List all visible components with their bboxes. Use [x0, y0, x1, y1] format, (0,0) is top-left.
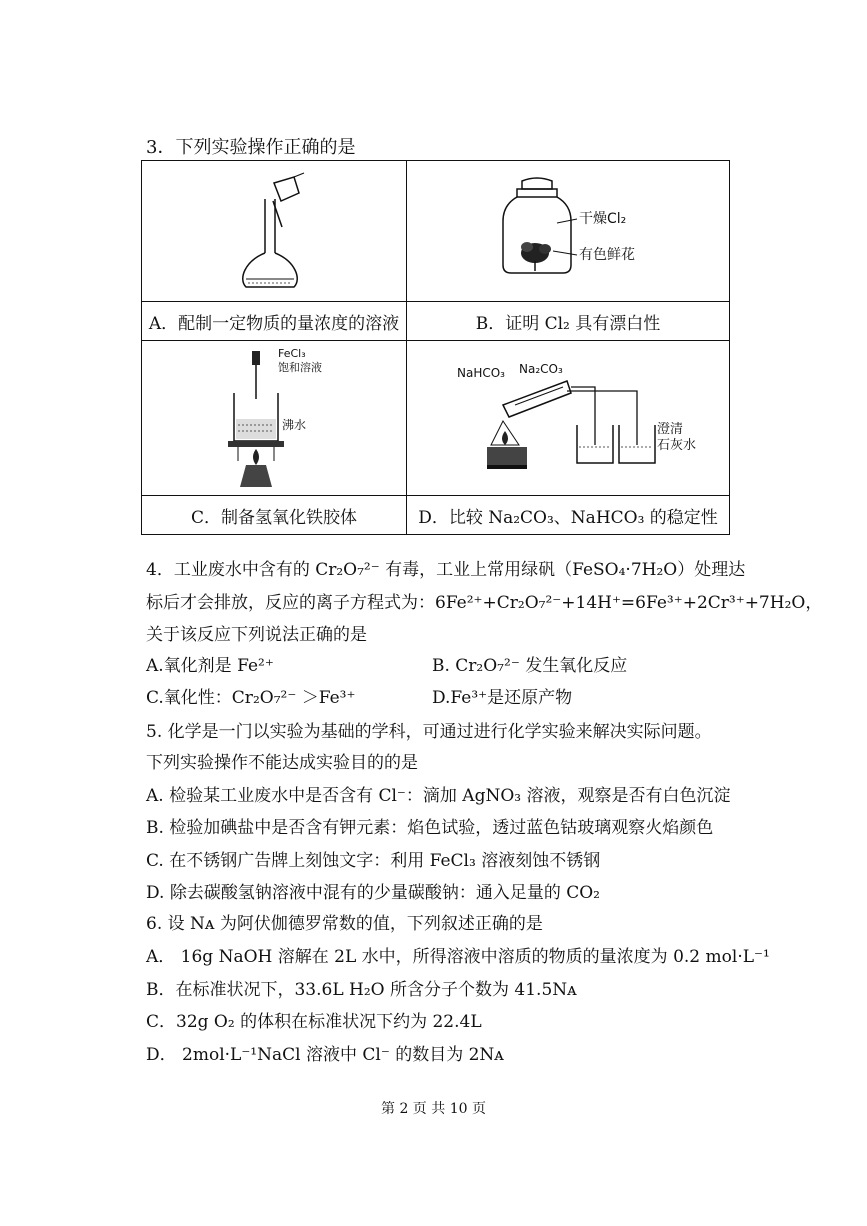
- page-footer: 第 2 页 共 10 页: [381, 1101, 486, 1117]
- label-nahco3: NaHCO₃: [457, 366, 505, 380]
- cell-c-picture: [142, 341, 407, 496]
- question-4-option-d: D.Fe³⁺是还原产物: [432, 688, 573, 708]
- label-saturated: 饱和溶液: [278, 361, 322, 374]
- label-fecl3: FeCl₃: [278, 347, 306, 360]
- question-5-line1: 5. 化学是一门以实验为基础的学科，可通过进行化学实验来解决实际问题。: [146, 722, 712, 742]
- caption-d: D．比较 Na₂CO₃、NaHCO₃ 的稳定性: [407, 496, 730, 535]
- question-4-line2: 标后才会排放，反应的离子方程式为：6Fe²⁺+Cr₂O₇²⁻+14H⁺=6Fe³⁺+2Cr³⁺+7H₂O，: [146, 593, 823, 613]
- gas-bottle-icon: [407, 161, 729, 301]
- cell-a-picture: [142, 161, 407, 302]
- question-6-option-a: A． 16g NaOH 溶解在 2L 水中，所得溶液中溶质的物质的量浓度为 0.2 mol·L⁻¹: [146, 947, 770, 967]
- question-6-option-d: D． 2mol·L⁻¹NaCl 溶液中 Cl⁻ 的数目为 2Nᴀ: [146, 1045, 504, 1065]
- label-flower: 有色鲜花: [579, 247, 635, 263]
- caption-a: A．配制一定物质的量浓度的溶液: [142, 302, 407, 341]
- question-4-option-c: C.氧化性：Cr₂O₇²⁻ ＞Fe³⁺: [146, 688, 356, 708]
- flower-icon: [521, 242, 551, 271]
- question-5-option-a: A. 检验某工业废水中是否含有 Cl⁻：滴加 AgNO₃ 溶液，观察是否有白色沉淀: [146, 786, 731, 806]
- question-5-option-d: D. 除去碳酸氢钠溶液中混有的少量碳酸钠：通入足量的 CO₂: [146, 883, 600, 903]
- question-5-option-b: B. 检验加碘盐中是否含有钾元素：焰色试验，透过蓝色钴玻璃观察火焰颜色: [146, 818, 714, 838]
- volumetric-flask-icon: [142, 161, 406, 301]
- boiling-beaker-icon: [142, 341, 406, 495]
- cell-d-picture: [407, 341, 730, 496]
- caption-c: C．制备氢氧化铁胶体: [142, 496, 407, 535]
- question-5-line2: 下列实验操作不能达成实验目的的是: [146, 753, 418, 773]
- label-boiling-water: 沸水: [282, 418, 307, 432]
- question-4-option-a: A.氧化剂是 Fe²⁺: [146, 656, 274, 676]
- heating-comparison-icon: [407, 341, 729, 495]
- label-limewater: 石灰水: [657, 438, 697, 453]
- cell-b-picture: [407, 161, 730, 302]
- label-clear: 澄清: [657, 422, 684, 437]
- label-na2co3: Na₂CO₃: [519, 362, 563, 376]
- experiment-table: [141, 160, 730, 535]
- question-6-option-b: B．在标准状况下，33.6L H₂O 所含分子个数为 41.5Nᴀ: [146, 980, 577, 1000]
- question-4-option-b: B. Cr₂O₇²⁻ 发生氧化反应: [432, 656, 628, 676]
- question-6-line1: 6. 设 Nᴀ 为阿伏伽德罗常数的值，下列叙述正确的是: [146, 914, 543, 934]
- label-dry-cl2: 干燥Cl₂: [579, 211, 627, 227]
- caption-b: B．证明 Cl₂ 具有漂白性: [407, 302, 730, 341]
- question-4-line3: 关于该反应下列说法正确的是: [146, 625, 367, 645]
- question-4-line1: 4．工业废水中含有的 Cr₂O₇²⁻ 有毒，工业上常用绿矾（FeSO₄·7H₂O）处理达: [146, 560, 746, 580]
- question-6-option-c: C．32g O₂ 的体积在标准状况下约为 22.4L: [146, 1012, 482, 1032]
- question-3-title: 3．下列实验操作正确的是: [146, 137, 356, 158]
- question-5-option-c: C. 在不锈钢广告牌上刻蚀文字：利用 FeCl₃ 溶液刻蚀不锈钢: [146, 851, 601, 871]
